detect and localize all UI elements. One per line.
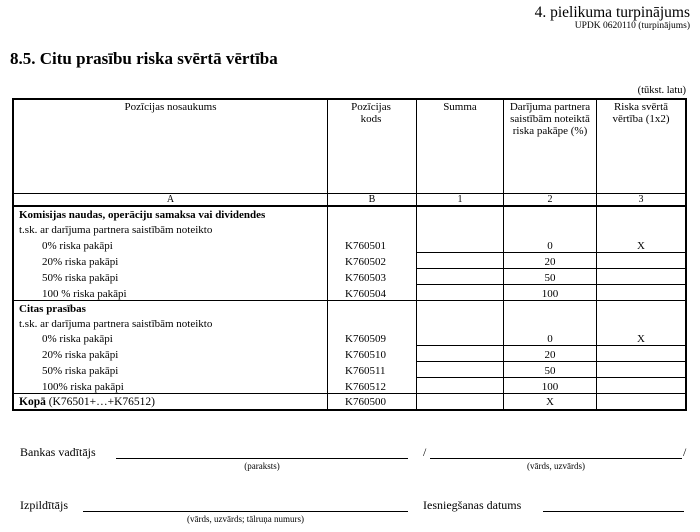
executor-label: Izpildītājs — [20, 498, 68, 512]
col-letter-1: 1 — [457, 194, 463, 205]
row-weight: 20 — [544, 349, 556, 361]
row-weight: 0 — [547, 333, 553, 345]
total-label-range: (K76501+…+K76512) — [45, 396, 155, 408]
row-label: 20% riska pakāpi — [42, 256, 119, 268]
col-heading-weight: Darījuma partnera saistībām noteiktā riska pakāpe (%) — [509, 101, 591, 138]
form-code: UPDK 0620110 (turpinājums) — [574, 21, 690, 31]
row-code: K760504 — [345, 288, 386, 300]
col-divider-2 — [503, 99, 504, 410]
row-code: K760511 — [345, 365, 386, 377]
row-code: K760503 — [345, 272, 386, 284]
submission-date-label: Iesniegšanas datums — [423, 498, 522, 512]
col-letter-2: 2 — [547, 194, 553, 205]
row-code: K760510 — [345, 349, 386, 361]
row-code: K760501 — [345, 240, 386, 252]
col-heading-summa: Summa — [443, 101, 477, 113]
row-weight: 0 — [547, 240, 553, 252]
col-divider-1 — [416, 99, 417, 410]
table-right-border — [685, 98, 687, 411]
col-divider-b — [327, 99, 328, 410]
col-heading-value: Riska svērtā vērtība (1x2) — [612, 101, 670, 126]
total-label-bold: Kopā — [19, 396, 46, 408]
row-weight: 20 — [544, 256, 556, 268]
total-label — [19, 396, 155, 408]
group-subtitle: t.sk. ar darījuma partnera saistībām noteikto — [19, 224, 213, 236]
group-subtitle: t.sk. ar darījuma partnera saistībām noteikto — [19, 318, 213, 330]
row-weight: 50 — [544, 272, 556, 284]
row-label: 50% riska pakāpi — [42, 272, 119, 284]
name-close-slash: / — [683, 445, 687, 459]
row-label: 0% riska pakāpi — [42, 240, 113, 252]
row-code: K760502 — [345, 256, 386, 268]
row-value: X — [637, 240, 645, 252]
col-letter-3: 3 — [638, 194, 644, 205]
row-label: 0% riska pakāpi — [42, 333, 113, 345]
head-of-bank-label: Bankas vadītājs — [20, 445, 96, 459]
unit-note: (tūkst. latu) — [637, 85, 686, 96]
head-signature-line[interactable] — [116, 458, 408, 459]
group-title: Komisijas naudas, operāciju samaksa vai dividendes — [19, 209, 266, 221]
head-name-caption: (vārds, uzvārds) — [527, 461, 585, 471]
head-signature-caption: (paraksts) — [244, 461, 280, 471]
row-label: 100% riska pakāpi — [42, 381, 124, 393]
col-heading-name: Pozīcijas nosaukums — [124, 101, 217, 113]
name-open-slash: / — [423, 445, 427, 459]
col-divider-3 — [596, 99, 597, 410]
row-weight: 50 — [544, 365, 556, 377]
row-code: K760512 — [345, 381, 386, 393]
group-title: Citas prasības — [19, 303, 86, 315]
row-weight: 100 — [541, 381, 559, 393]
row-value: X — [637, 333, 645, 345]
table-bottom-border — [12, 409, 687, 411]
row-weight: 100 — [541, 288, 559, 300]
col-letter-b: B — [368, 194, 376, 205]
col-heading-code: Pozīcijas kods — [351, 101, 391, 126]
row-label: 50% riska pakāpi — [42, 365, 119, 377]
total-weight: X — [546, 396, 554, 408]
table-top-border — [12, 98, 687, 100]
executor-caption: (vārds, uzvārds; tālruņa numurs) — [187, 514, 304, 524]
appendix-title: 4. pielikuma turpinājums — [534, 4, 690, 21]
row-label: 100 % riska pakāpi — [42, 288, 127, 300]
submission-date-line[interactable] — [543, 511, 684, 512]
table-left-border — [12, 98, 14, 411]
col-letter-a: A — [166, 194, 175, 205]
row-label: 20% riska pakāpi — [42, 349, 119, 361]
executor-line[interactable] — [83, 511, 408, 512]
total-code: K760500 — [345, 396, 386, 408]
head-name-line[interactable] — [430, 458, 682, 459]
row-code: K760509 — [345, 333, 386, 345]
section-title: 8.5. Citu prasību riska svērtā vērtība — [10, 49, 278, 68]
